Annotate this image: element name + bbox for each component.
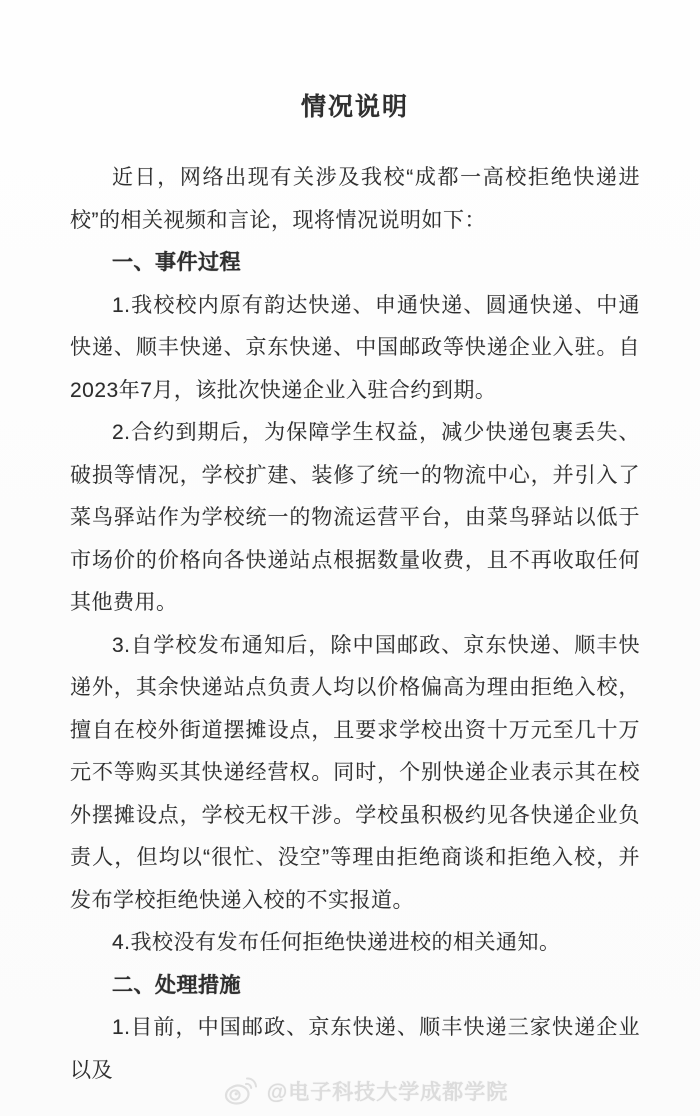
weibo-watermark xyxy=(16,1072,700,1110)
paragraph-measures-1: 1.目前，中国邮政、京东快递、顺丰快递三家快递企业以及 xyxy=(70,1016,640,1082)
paragraph-event-4: 4.我校没有发布任何拒绝快递进校的相关通知。 xyxy=(112,931,561,954)
paragraph-event-1: 1.我校校内原有韵达快递、申通快递、圆通快递、中通快递、顺丰快递、京东快递、中国邮政等快递企业入驻。自2023年7月，该批次快递企业入驻合约到期。 xyxy=(70,293,640,402)
watermark-handle: @电子科技大学成都学院 xyxy=(266,1081,509,1104)
statement-document xyxy=(70,0,640,1092)
section-heading-measures: 二、处理措施 xyxy=(112,973,241,997)
paragraph-event-3: 3.自学校发布通知后，除中国邮政、京东快递、顺丰快递外，其余快递站点负责人均以价格偏高为理由拒绝入校，擅自在校外街道摆摊设点，且要求学校出资十万元至几十万元不等购买其快递经营权。同时，个别快递企业表示其在校外摆摊设点，学校无权干涉。学校虽积极约见各快递企业负责人，但均以“很忙、没空”等理由拒绝商谈和拒绝入校，并发布学校拒绝快递入校的不实报道。 xyxy=(70,633,640,912)
weibo-icon xyxy=(224,1076,258,1106)
intro-paragraph: 近日，网络出现有关涉及我校“成都一高校拒绝快递进校”的相关视频和言论，现将情况说明如下： xyxy=(70,166,640,232)
paragraph-event-2: 2.合约到期后，为保障学生权益，减少快递包裹丢失、破损等情况，学校扩建、装修了统一的物流中心，并引入了菜鸟驿站作为学校统一的物流运营平台，由菜鸟驿站以低于市场价的价格向各快递站点根据数量收费，且不再收取任何其他费用。 xyxy=(70,421,640,614)
section-heading-event-process: 一、事件过程 xyxy=(112,251,241,274)
document-title: 情况说明 xyxy=(300,93,409,121)
